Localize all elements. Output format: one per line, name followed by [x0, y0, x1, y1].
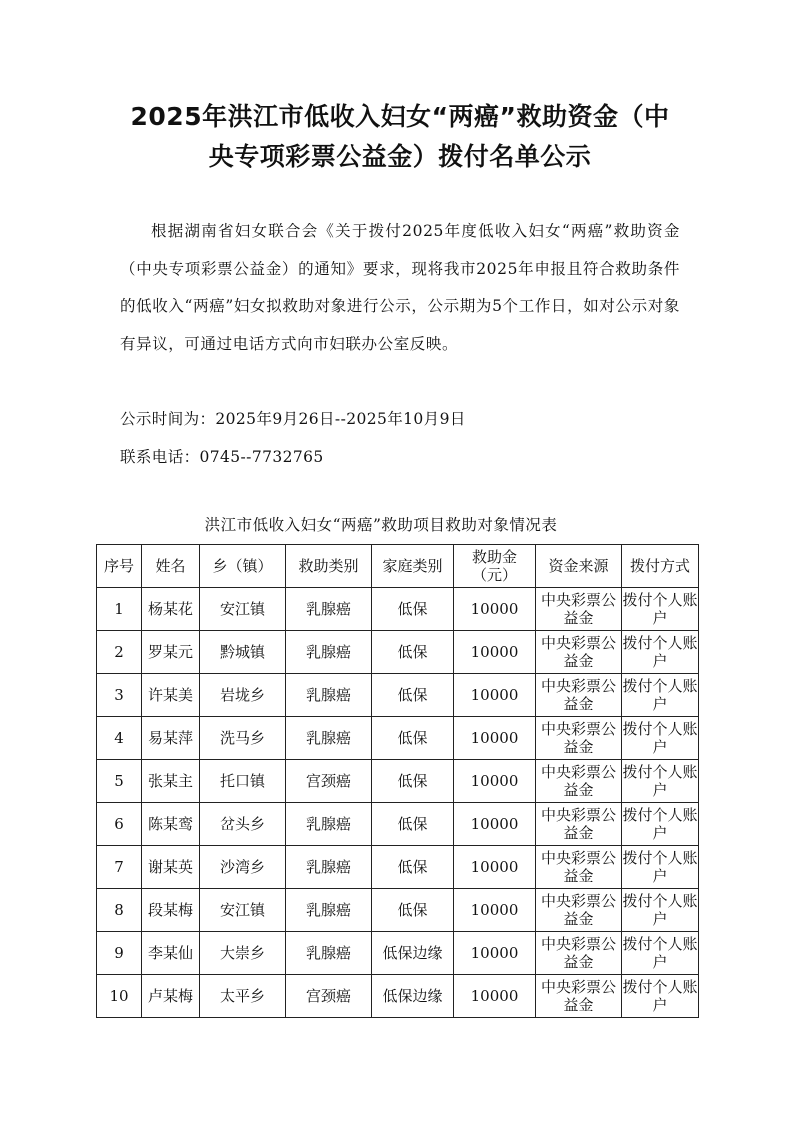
cell-method: 拨付个人账户	[622, 760, 699, 803]
header-no: 序号	[97, 545, 142, 588]
cell-method: 拨付个人账户	[622, 717, 699, 760]
cell-town: 托口镇	[200, 760, 286, 803]
notice-period: 公示时间为：2025年9月26日--2025年10月9日	[120, 410, 466, 428]
cell-amount: 10000	[454, 803, 536, 846]
table-body	[97, 588, 699, 1018]
table-row	[97, 932, 699, 975]
table-row	[97, 717, 699, 760]
header-source: 资金来源	[536, 545, 622, 588]
table-row	[97, 803, 699, 846]
table-row	[97, 760, 699, 803]
cell-name: 段某梅	[142, 889, 200, 932]
cell-amount: 10000	[454, 975, 536, 1018]
cell-method: 拨付个人账户	[622, 846, 699, 889]
header-category: 救助类别	[286, 545, 372, 588]
document-title	[100, 97, 700, 177]
cell-no: 8	[97, 889, 142, 932]
header-amount: 救助金（元）	[454, 545, 536, 588]
cell-town: 大崇乡	[200, 932, 286, 975]
cell-family: 低保	[372, 760, 454, 803]
cell-source: 中央彩票公益金	[536, 760, 622, 803]
table-row	[97, 889, 699, 932]
cell-no: 2	[97, 631, 142, 674]
cell-name: 许某美	[142, 674, 200, 717]
table-row	[97, 846, 699, 889]
cell-town: 黔城镇	[200, 631, 286, 674]
table-row	[97, 588, 699, 631]
cell-family: 低保边缘	[372, 975, 454, 1018]
header-method: 拨付方式	[622, 545, 699, 588]
cell-source: 中央彩票公益金	[536, 932, 622, 975]
header-name: 姓名	[142, 545, 200, 588]
cell-amount: 10000	[454, 932, 536, 975]
cell-amount: 10000	[454, 889, 536, 932]
cell-category: 宫颈癌	[286, 760, 372, 803]
cell-category: 乳腺癌	[286, 588, 372, 631]
cell-no: 5	[97, 760, 142, 803]
cell-name: 陈某鸾	[142, 803, 200, 846]
cell-family: 低保	[372, 846, 454, 889]
cell-method: 拨付个人账户	[622, 631, 699, 674]
cell-category: 乳腺癌	[286, 674, 372, 717]
table-caption: 洪江市低收入妇女“两癌”救助项目救助对象情况表	[204, 516, 558, 534]
cell-method: 拨付个人账户	[622, 932, 699, 975]
cell-source: 中央彩票公益金	[536, 975, 622, 1018]
cell-category: 乳腺癌	[286, 932, 372, 975]
cell-category: 乳腺癌	[286, 889, 372, 932]
cell-category: 乳腺癌	[286, 803, 372, 846]
cell-family: 低保	[372, 889, 454, 932]
cell-town: 岩垅乡	[200, 674, 286, 717]
cell-no: 10	[97, 975, 142, 1018]
cell-name: 李某仙	[142, 932, 200, 975]
cell-category: 宫颈癌	[286, 975, 372, 1018]
cell-no: 7	[97, 846, 142, 889]
header-family: 家庭类别	[372, 545, 454, 588]
cell-source: 中央彩票公益金	[536, 631, 622, 674]
cell-source: 中央彩票公益金	[536, 674, 622, 717]
body-paragraph	[120, 213, 680, 363]
cell-town: 洗马乡	[200, 717, 286, 760]
table-row	[97, 975, 699, 1018]
cell-source: 中央彩票公益金	[536, 846, 622, 889]
cell-amount: 10000	[454, 588, 536, 631]
cell-name: 张某主	[142, 760, 200, 803]
cell-category: 乳腺癌	[286, 717, 372, 760]
table-row	[97, 631, 699, 674]
cell-no: 1	[97, 588, 142, 631]
cell-category: 乳腺癌	[286, 631, 372, 674]
cell-family: 低保	[372, 588, 454, 631]
cell-method: 拨付个人账户	[622, 674, 699, 717]
body-text: 根据湖南省妇女联合会《关于拨付2025年度低收入妇女“两癌”救助资金（中央专项彩票公益金）的通知》要求，现将我市2025年申报且符合救助条件的低收入“两癌”妇女拟救助对象进行公示，公示期为5个工作日，如对公示对象有异议，可通过电话方式向市妇联办公室反映。	[120, 222, 680, 353]
recipient-table	[96, 544, 699, 1018]
cell-amount: 10000	[454, 760, 536, 803]
cell-category: 乳腺癌	[286, 846, 372, 889]
cell-name: 杨某花	[142, 588, 200, 631]
cell-no: 6	[97, 803, 142, 846]
cell-source: 中央彩票公益金	[536, 803, 622, 846]
cell-method: 拨付个人账户	[622, 803, 699, 846]
cell-town: 岔头乡	[200, 803, 286, 846]
cell-family: 低保	[372, 674, 454, 717]
table-header-row	[97, 545, 699, 588]
cell-town: 安江镇	[200, 588, 286, 631]
cell-method: 拨付个人账户	[622, 588, 699, 631]
cell-family: 低保边缘	[372, 932, 454, 975]
cell-no: 9	[97, 932, 142, 975]
cell-family: 低保	[372, 717, 454, 760]
title-line-2: 央专项彩票公益金）拨付名单公示	[208, 142, 592, 171]
cell-name: 易某萍	[142, 717, 200, 760]
cell-amount: 10000	[454, 631, 536, 674]
cell-no: 4	[97, 717, 142, 760]
cell-name: 卢某梅	[142, 975, 200, 1018]
title-line-1: 2025年洪江市低收入妇女“两癌”救助资金（中	[130, 102, 670, 131]
cell-method: 拨付个人账户	[622, 975, 699, 1018]
cell-name: 谢某英	[142, 846, 200, 889]
header-town: 乡（镇）	[200, 545, 286, 588]
cell-source: 中央彩票公益金	[536, 717, 622, 760]
cell-family: 低保	[372, 631, 454, 674]
cell-name: 罗某元	[142, 631, 200, 674]
contact-phone: 联系电话：0745--7732765	[120, 448, 324, 466]
cell-town: 太平乡	[200, 975, 286, 1018]
cell-family: 低保	[372, 803, 454, 846]
cell-amount: 10000	[454, 846, 536, 889]
cell-source: 中央彩票公益金	[536, 889, 622, 932]
cell-town: 沙湾乡	[200, 846, 286, 889]
cell-town: 安江镇	[200, 889, 286, 932]
table-row	[97, 674, 699, 717]
cell-amount: 10000	[454, 674, 536, 717]
cell-no: 3	[97, 674, 142, 717]
cell-method: 拨付个人账户	[622, 889, 699, 932]
cell-amount: 10000	[454, 717, 536, 760]
cell-source: 中央彩票公益金	[536, 588, 622, 631]
